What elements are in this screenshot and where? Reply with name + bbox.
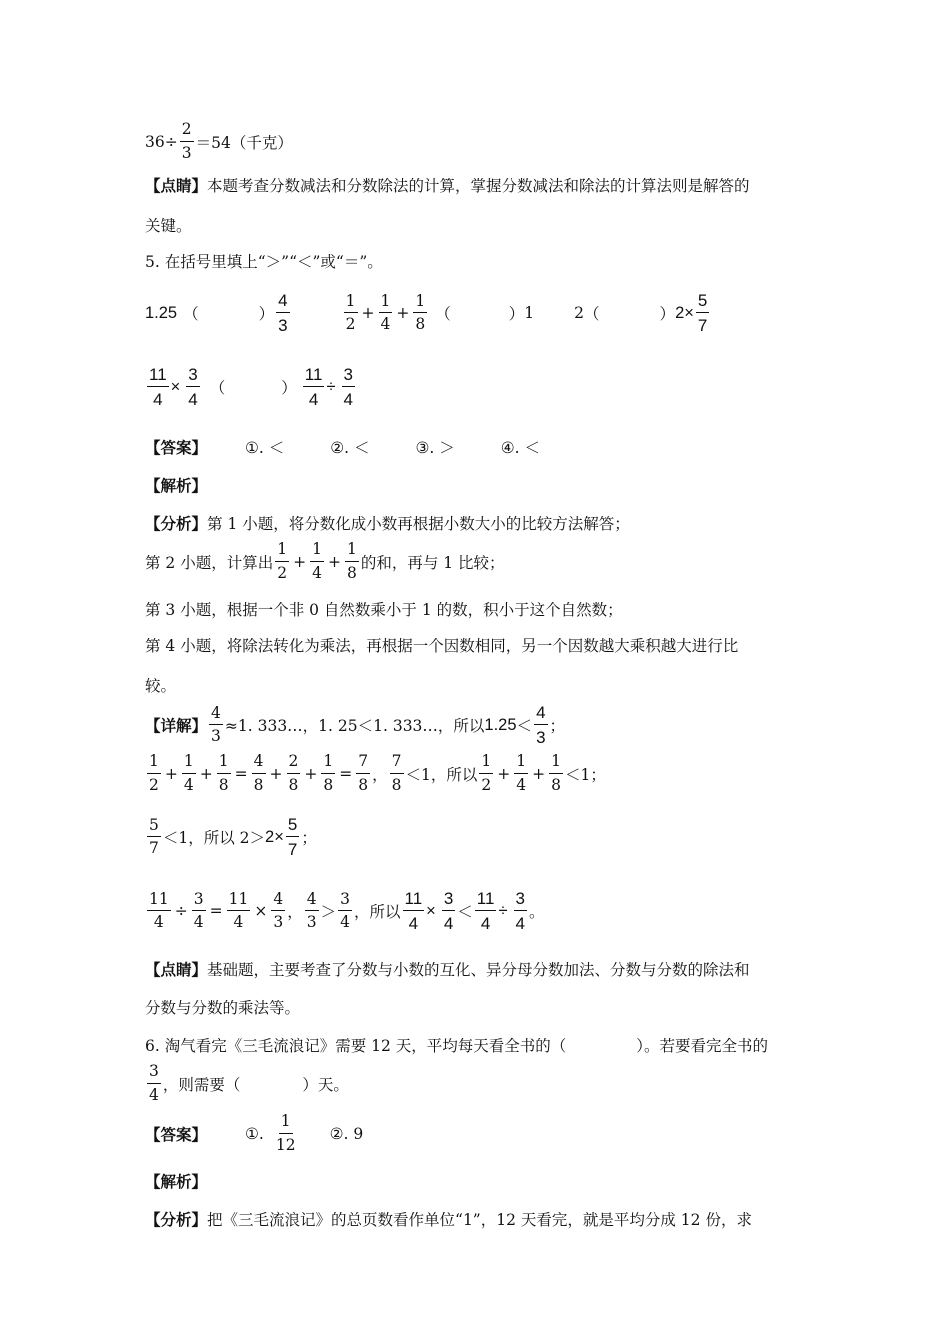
tag: 【分析】 bbox=[145, 1210, 208, 1229]
fraction bbox=[342, 366, 355, 408]
text: ， bbox=[372, 765, 388, 784]
fenxi-6 bbox=[145, 1208, 830, 1230]
den: 8 bbox=[391, 775, 402, 794]
den: 4 bbox=[183, 775, 194, 794]
dianjing-5 bbox=[145, 958, 830, 980]
answer-5 bbox=[145, 436, 830, 458]
den: 2 bbox=[149, 775, 159, 794]
den: 3 bbox=[181, 143, 192, 162]
text: ）。若要看完全书的 bbox=[636, 1037, 769, 1055]
den: 4 bbox=[516, 775, 527, 794]
fraction bbox=[217, 754, 231, 793]
jiexi-6 bbox=[145, 1170, 830, 1192]
den: 3 bbox=[536, 728, 546, 747]
fenxi-5-step-4 bbox=[145, 634, 830, 656]
text: ； bbox=[301, 829, 317, 847]
tag: 【解析】 bbox=[145, 476, 208, 495]
text: 把《三毛流浪记》的总页数看作单位“1”，12 天看完，就是平均分成 12 份，求 bbox=[207, 1211, 752, 1229]
fraction bbox=[303, 366, 325, 408]
text: 第 2 小题，计算出 bbox=[145, 553, 274, 572]
num: 5 bbox=[147, 818, 161, 838]
text: 1.25 bbox=[484, 715, 517, 734]
text: 6. 淘气看完《三毛流浪记》需要 12 天，平均每天看全书的（ bbox=[145, 1037, 567, 1055]
op: = bbox=[209, 902, 223, 920]
tag: 【点睛】 bbox=[145, 960, 208, 979]
question-5-row-1 bbox=[145, 292, 830, 334]
jiexi-5 bbox=[145, 474, 830, 496]
num: 1 bbox=[275, 542, 289, 562]
fraction bbox=[147, 366, 169, 408]
tag: 【点睛】 bbox=[145, 176, 208, 195]
xiangjie-5-line-2 bbox=[145, 754, 830, 793]
question-5-row-2 bbox=[145, 366, 830, 408]
tag: 【解析】 bbox=[145, 1172, 208, 1191]
num: 11 bbox=[303, 366, 325, 387]
text: 第 3 小题，根据一个非 0 自然数乘小于 1 的数，积小于这个自然数； bbox=[145, 601, 623, 619]
den: 4 bbox=[343, 390, 353, 409]
num: 1 bbox=[549, 754, 563, 774]
text: 基础题，主要考查了分数与小数的互化、异分母分数加法、分数与分数的除法和 bbox=[207, 961, 750, 979]
text: ＜1，所以 bbox=[405, 765, 478, 784]
text: 5. 在括号里填上“＞”“＜”或“＝”。 bbox=[145, 253, 383, 271]
den: 8 bbox=[415, 315, 426, 333]
fraction bbox=[252, 754, 266, 793]
fenxi-5-step-4-cont bbox=[145, 674, 830, 696]
paren: （ bbox=[183, 305, 199, 323]
num: 3 bbox=[338, 892, 352, 912]
den: 4 bbox=[188, 390, 198, 409]
den: 4 bbox=[312, 563, 322, 582]
num: 1 bbox=[279, 1114, 293, 1134]
fenxi-5 bbox=[145, 512, 830, 534]
xiangjie-5-line-3 bbox=[145, 816, 830, 858]
num: 3 bbox=[514, 890, 527, 911]
answer-item: ①. bbox=[245, 1124, 264, 1143]
den: 4 bbox=[480, 914, 491, 933]
fraction bbox=[514, 890, 527, 932]
answer-item: ②. 9 bbox=[329, 1124, 364, 1143]
den: 7 bbox=[149, 839, 159, 857]
fraction bbox=[356, 754, 370, 793]
text: ＜1，所以 2＞ bbox=[162, 829, 266, 847]
fraction bbox=[305, 889, 319, 931]
den: 4 bbox=[443, 914, 454, 933]
text: ≈1. 333…，1. 25＜1. 333…，所以 bbox=[224, 717, 485, 735]
den: 3 bbox=[278, 316, 288, 335]
num: 2 bbox=[287, 754, 301, 774]
fraction bbox=[186, 366, 199, 408]
text: 的和，再与 1 比较； bbox=[360, 553, 505, 572]
den: 2 bbox=[345, 315, 356, 333]
den: 8 bbox=[323, 775, 334, 794]
text: 。 bbox=[528, 903, 545, 921]
paren: ） bbox=[508, 305, 525, 323]
text: 2 bbox=[574, 304, 585, 322]
num: 4 bbox=[276, 292, 289, 313]
op: + bbox=[396, 304, 410, 322]
fraction bbox=[413, 291, 427, 333]
den: 8 bbox=[218, 775, 229, 794]
paren: （ bbox=[209, 379, 226, 397]
paren: （ bbox=[584, 305, 600, 323]
text: ； bbox=[549, 717, 566, 735]
num: 7 bbox=[390, 754, 404, 774]
fraction bbox=[514, 754, 528, 793]
den: 2 bbox=[481, 775, 492, 794]
answer-6 bbox=[145, 1114, 830, 1153]
num: 1 bbox=[344, 294, 358, 314]
den: 7 bbox=[697, 316, 708, 335]
fraction bbox=[534, 704, 547, 746]
paren: ） bbox=[659, 305, 676, 323]
fraction bbox=[442, 890, 455, 932]
op: + bbox=[327, 552, 341, 571]
num: 5 bbox=[696, 292, 709, 313]
fraction bbox=[479, 754, 493, 793]
answer-item: ②. ＜ bbox=[330, 439, 370, 457]
num: 4 bbox=[534, 704, 547, 725]
fraction bbox=[345, 542, 359, 581]
den: 4 bbox=[149, 1085, 159, 1104]
den: 3 bbox=[211, 727, 221, 745]
fraction bbox=[344, 291, 358, 333]
num: 2 bbox=[180, 122, 194, 142]
xiangjie-5-line-1 bbox=[145, 704, 830, 746]
text: 2× bbox=[265, 827, 284, 846]
num: 7 bbox=[356, 754, 370, 774]
num: 11 bbox=[227, 892, 251, 912]
fraction bbox=[227, 889, 251, 931]
num: 1 bbox=[514, 754, 528, 774]
num: 11 bbox=[403, 890, 425, 911]
fraction bbox=[276, 292, 289, 334]
fenxi-5-step-2 bbox=[145, 542, 830, 581]
den: 4 bbox=[380, 315, 391, 333]
op: + bbox=[532, 764, 546, 783]
fraction bbox=[192, 889, 206, 931]
question-6-cont bbox=[145, 1064, 830, 1103]
question-5 bbox=[145, 250, 830, 272]
fraction bbox=[180, 122, 194, 161]
den: 8 bbox=[346, 563, 357, 582]
tag: 【答案】 bbox=[145, 438, 208, 457]
question-6 bbox=[145, 1034, 830, 1056]
op: ÷ bbox=[498, 901, 508, 920]
op: ÷ bbox=[174, 902, 188, 920]
num: 11 bbox=[475, 890, 497, 911]
den: 4 bbox=[408, 914, 419, 933]
fraction bbox=[182, 754, 196, 793]
fraction bbox=[275, 542, 289, 581]
text: ）天。 bbox=[302, 1075, 349, 1094]
op: = bbox=[339, 764, 353, 783]
num: 5 bbox=[286, 816, 299, 837]
num: 1 bbox=[321, 754, 335, 774]
answer-item: ④. ＜ bbox=[500, 439, 541, 457]
op: × bbox=[254, 902, 268, 920]
tag: 【答案】 bbox=[145, 1124, 208, 1144]
text: 36÷ bbox=[145, 132, 178, 151]
op: = bbox=[234, 764, 248, 783]
fraction bbox=[475, 890, 497, 932]
xiangjie-5-line-4 bbox=[145, 890, 830, 932]
text: 关键。 bbox=[145, 217, 192, 235]
den: 4 bbox=[193, 913, 204, 931]
num: 1 bbox=[345, 542, 359, 562]
dianjing-5-cont bbox=[145, 996, 830, 1018]
text: ＞ bbox=[320, 903, 337, 921]
num: 1 bbox=[479, 754, 493, 774]
fraction bbox=[147, 889, 171, 931]
num: 4 bbox=[305, 892, 319, 912]
fraction bbox=[147, 754, 161, 793]
text: 本题考查分数减法和分数除法的计算，掌握分数减法和除法的计算法则是解答的 bbox=[207, 177, 750, 195]
fraction bbox=[310, 542, 324, 581]
den: 12 bbox=[275, 1135, 296, 1154]
text: 2× bbox=[675, 303, 694, 322]
den: 2 bbox=[277, 563, 288, 582]
op: + bbox=[269, 764, 283, 783]
fraction bbox=[147, 1064, 161, 1103]
num: 4 bbox=[271, 892, 285, 912]
line-36-div bbox=[145, 122, 830, 161]
num: 1 bbox=[147, 754, 161, 774]
den: 3 bbox=[273, 913, 284, 931]
num: 3 bbox=[147, 1064, 161, 1084]
num: 1 bbox=[379, 294, 393, 314]
text: 第 1 小题，将分数化成小数再根据小数大小的比较方法解答； bbox=[207, 515, 630, 533]
text: ＜ bbox=[457, 903, 473, 921]
num: 11 bbox=[147, 366, 169, 387]
num: 3 bbox=[192, 892, 206, 912]
den: 8 bbox=[288, 775, 299, 794]
op: + bbox=[361, 304, 375, 322]
text: ， bbox=[287, 903, 303, 921]
text: ，则需要（ bbox=[162, 1075, 241, 1094]
op: + bbox=[304, 764, 318, 783]
num: 1 bbox=[413, 294, 427, 314]
answer-item: ③. ＞ bbox=[415, 439, 455, 457]
op: + bbox=[497, 764, 511, 783]
num: 1 bbox=[217, 754, 231, 774]
fraction bbox=[379, 291, 393, 333]
fraction bbox=[549, 754, 563, 793]
den: 4 bbox=[153, 913, 164, 931]
fraction bbox=[338, 889, 352, 931]
text: ＜1； bbox=[565, 765, 606, 784]
den: 4 bbox=[340, 913, 350, 931]
fraction bbox=[321, 754, 335, 793]
dianjing-1-cont bbox=[145, 214, 830, 236]
paren: ） bbox=[281, 379, 297, 397]
num: 11 bbox=[147, 892, 171, 912]
num: 1 bbox=[310, 542, 324, 562]
text: ＝54（千克） bbox=[195, 133, 293, 152]
num: 3 bbox=[342, 366, 355, 387]
fraction bbox=[403, 890, 425, 932]
text: ，所以 bbox=[354, 903, 401, 921]
den: 7 bbox=[287, 840, 298, 859]
den: 4 bbox=[308, 390, 319, 409]
op: + bbox=[293, 552, 307, 571]
text: ＜ bbox=[516, 717, 533, 735]
fraction bbox=[696, 292, 709, 334]
answer-item: ①. ＜ bbox=[245, 439, 285, 457]
fraction bbox=[287, 754, 301, 793]
paren: （ bbox=[435, 305, 451, 323]
den: 4 bbox=[233, 913, 244, 931]
paren: ） bbox=[258, 305, 275, 323]
op: + bbox=[164, 764, 178, 783]
num: 3 bbox=[186, 366, 199, 387]
den: 8 bbox=[358, 775, 369, 794]
op: × bbox=[426, 901, 436, 920]
op: ÷ bbox=[326, 377, 336, 396]
op: + bbox=[199, 764, 213, 783]
fraction bbox=[271, 889, 285, 931]
tag: 【详解】 bbox=[145, 716, 208, 735]
fraction bbox=[286, 816, 299, 858]
num: 3 bbox=[442, 890, 455, 911]
fenxi-5-step-3 bbox=[145, 598, 830, 620]
text: 1.25 bbox=[145, 303, 178, 322]
fraction bbox=[390, 754, 404, 793]
num: 1 bbox=[182, 754, 196, 774]
text: 第 4 小题，将除法转化为乘法，再根据一个因数相同，另一个因数越大乘积越大进行比 bbox=[145, 637, 739, 655]
tag: 【分析】 bbox=[145, 514, 208, 533]
op: × bbox=[170, 377, 181, 396]
fraction bbox=[209, 703, 223, 745]
num: 4 bbox=[209, 706, 223, 726]
text: 较。 bbox=[145, 677, 177, 695]
den: 8 bbox=[551, 775, 562, 794]
fraction bbox=[147, 815, 161, 857]
num: 4 bbox=[252, 754, 266, 774]
den: 3 bbox=[306, 913, 317, 931]
fraction bbox=[274, 1114, 298, 1153]
dianjing-1 bbox=[145, 174, 830, 196]
text: 1 bbox=[524, 304, 535, 322]
den: 4 bbox=[153, 390, 163, 409]
text: 分数与分数的乘法等。 bbox=[145, 999, 301, 1017]
den: 8 bbox=[253, 775, 264, 794]
den: 4 bbox=[515, 914, 525, 933]
